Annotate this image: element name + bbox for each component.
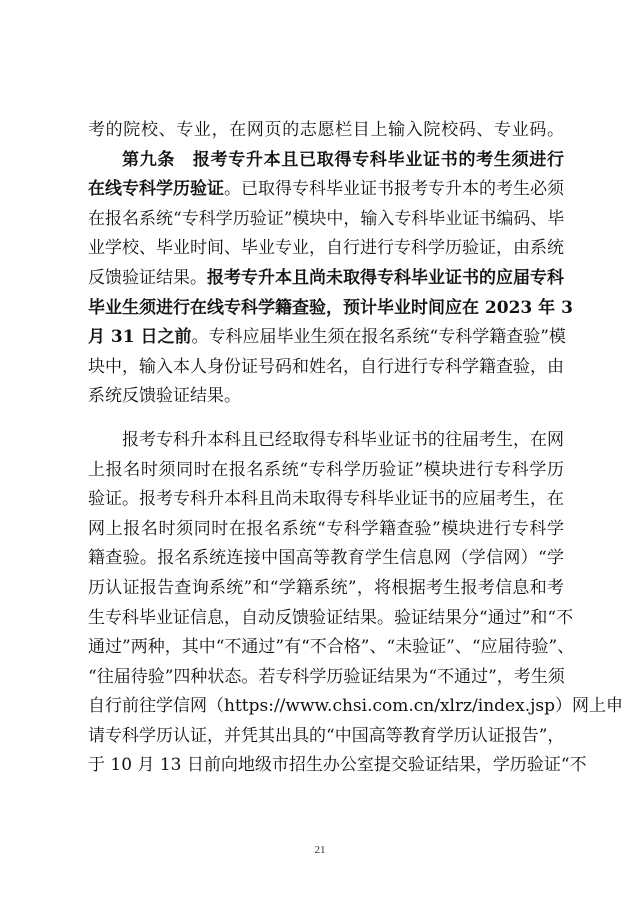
paragraph-line: 验证。报考专科升本科且尚未取得专科毕业证书的应届考生，在	[88, 489, 564, 510]
article-9-line-7	[88, 323, 564, 353]
text-run: 反馈验证结果。	[88, 267, 207, 288]
paragraph-line: 自行前往学信网（https://www.chsi.com.cn/xlrz/index.jsp）网上申	[88, 696, 623, 717]
paragraph-line: 历认证报告查询系统”和“学籍系统”，将根据考生报考信息和考	[88, 577, 564, 598]
bold-phrase: 月 31 日之前	[88, 327, 192, 348]
text-run: 。专科应届毕业生须在报名系统“专科学籍查验”模	[191, 327, 566, 348]
article-9-line-2	[88, 175, 564, 205]
article-9	[88, 146, 573, 412]
article-9-line-6: 毕业生须进行在线专科学籍查验，预计毕业时间应在 2023 年 3	[88, 297, 573, 318]
paragraph-line: 上报名时须同时在报名系统“专科学历验证”模块进行专科学历	[88, 459, 564, 480]
article-9-line-8: 块中，输入本人身份证号码和姓名，自行进行专科学籍查验，由	[88, 356, 564, 377]
body-text	[88, 116, 623, 781]
paragraph-line: 网上报名时须同时在报名系统“专科学籍查验”模块进行专科学	[88, 518, 564, 539]
paragraph-2	[88, 426, 623, 781]
text-run: 。已取得专科毕业证书报考专升本的考生必须	[224, 179, 564, 200]
paragraph-gap	[88, 412, 564, 426]
bold-phrase: 报考专升本且尚未取得专科毕业证书的应届专科	[207, 267, 564, 288]
paragraph-line: 通过”两种，其中“不通过”有“不合格”、“未验证”、“应届待验”、	[88, 637, 575, 658]
paragraph-line: 籍查验。报名系统连接中国高等教育学生信息网（学信网）“学	[88, 548, 564, 569]
paragraph-line: 报考专科升本科且已经取得专科毕业证书的往届考生，在网	[122, 429, 564, 450]
paragraph-line: 生专科毕业证信息，自动反馈验证结果。验证结果分“通过”和“不	[88, 607, 574, 628]
intro-line: 考的院校、专业，在网页的志愿栏目上输入院校码、专业码。	[88, 120, 564, 140]
article-9-line-9: 系统反馈验证结果。	[88, 386, 241, 407]
article-9-heading: 第九条 报考专升本且已取得专科毕业证书的考生须进行	[122, 149, 564, 170]
article-9-line-5	[88, 264, 564, 294]
article-9-line-3: 在报名系统“专科学历验证”模块中，输入专科毕业证书编码、毕	[88, 208, 565, 229]
paragraph-line: “往届待验”四种状态。若专科学历验证结果为“不通过”，考生须	[88, 666, 565, 687]
paragraph-line: 请专科学历认证，并凭其出具的“中国高等教育学历认证报告”，	[88, 725, 565, 746]
article-9-line-4: 业学校、毕业时间、毕业专业，自行进行专科学历验证，由系统	[88, 238, 564, 259]
paragraph-line: 于 10 月 13 日前向地级市招生办公室提交验证结果，学历验证“不	[88, 755, 587, 776]
bold-phrase: 在线专科学历验证	[88, 179, 224, 200]
page-number: 21	[314, 844, 326, 856]
